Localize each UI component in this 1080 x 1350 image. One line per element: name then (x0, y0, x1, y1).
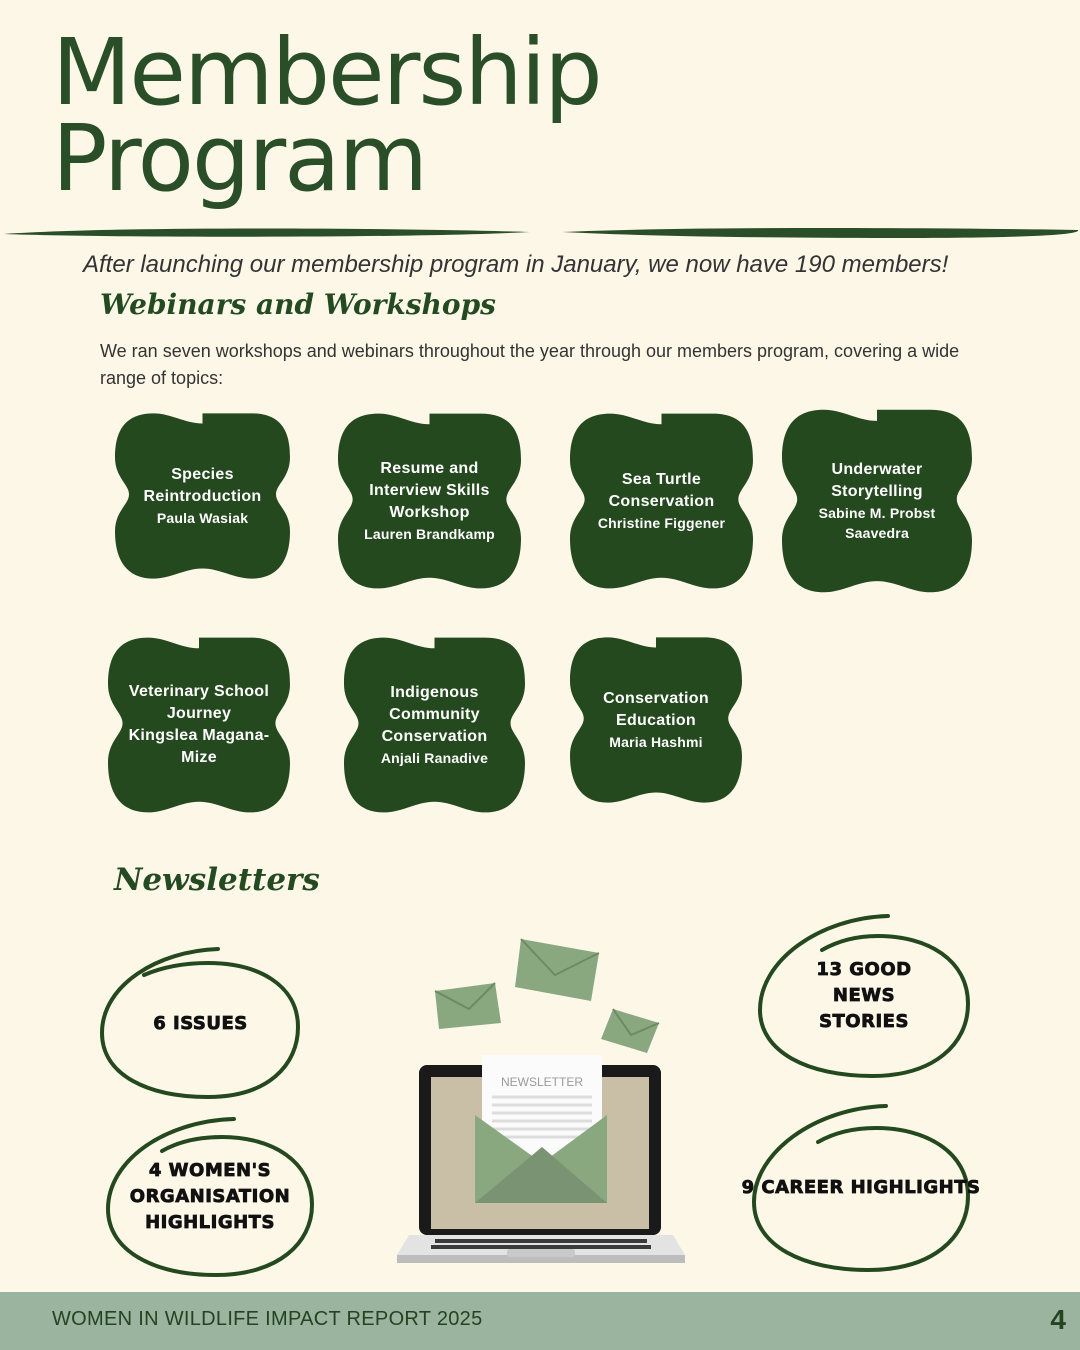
webinar-topic: Resume and Interview Skills Workshop (369, 460, 490, 521)
laptop-newsletter-illustration (395, 935, 687, 1270)
webinar-person: Anjali Ranadive (380, 750, 489, 766)
footer-text: WOMEN IN WILDLIFE IMPACT REPORT 2025 (52, 1308, 483, 1330)
webinar-topic: Conservation Education (603, 690, 709, 729)
stat-womens-org (104, 1115, 316, 1279)
webinar-person: Maria Hashmi (609, 734, 703, 750)
webinars-description: We ran seven workshops and webinars throughout the year through our members program, covering a wide range of topics: (100, 341, 960, 388)
stat-label: 9 CAREER HIGHLIGHTS (741, 1177, 981, 1198)
webinar-topic: Species Reintroduction (143, 466, 262, 505)
webinar-person: Lauren Brandkamp (364, 526, 495, 542)
envelope-icon (515, 939, 599, 1001)
stat-issues (98, 945, 303, 1103)
webinar-card (338, 410, 521, 592)
webinar-card (570, 634, 742, 806)
webinar-topic: Underwater Storytelling (831, 461, 923, 500)
webinar-person: Paula Wasiak (156, 510, 249, 526)
webinar-topic: Veterinary School Journey (128, 683, 270, 722)
webinar-card (344, 634, 525, 816)
stat-label: 13 GOOD NEWS STORIES (816, 959, 912, 1032)
envelope-icon (601, 1009, 659, 1053)
intro-text: After launching our membership program in January, we now have 190 members! (83, 251, 949, 278)
title-line-1: Membership (52, 19, 601, 126)
webinar-person: Sabine M. Probst Saavedra (818, 505, 936, 541)
page-title (52, 19, 601, 212)
page-number: 4 (1050, 1304, 1066, 1335)
webinar-card (108, 634, 290, 816)
footer (0, 1292, 1080, 1350)
webinar-person: Christine Figgener (597, 515, 726, 531)
stat-label: 4 WOMEN'S ORGANISATION HIGHLIGHTS (129, 1160, 291, 1233)
stat-label: 6 ISSUES (153, 1013, 248, 1034)
brush-divider (0, 222, 1080, 242)
webinars-heading: Webinars and Workshops (100, 288, 496, 321)
webinar-card (570, 410, 753, 592)
webinar-topic: Indigenous Community Conservation (381, 684, 488, 745)
webinar-card (782, 406, 972, 596)
newsletter-illustration-label: NEWSLETTER (500, 1075, 584, 1089)
webinar-card (115, 410, 290, 582)
newsletters-heading: Newsletters (114, 862, 320, 898)
title-line-2: Program (52, 105, 427, 212)
envelope-icon (435, 983, 501, 1029)
stat-career (741, 1102, 981, 1274)
webinar-person: Kingslea Magana-Mize (128, 727, 270, 766)
webinar-topic: Sea Turtle Conservation (608, 471, 715, 510)
stat-good-news (756, 912, 972, 1080)
